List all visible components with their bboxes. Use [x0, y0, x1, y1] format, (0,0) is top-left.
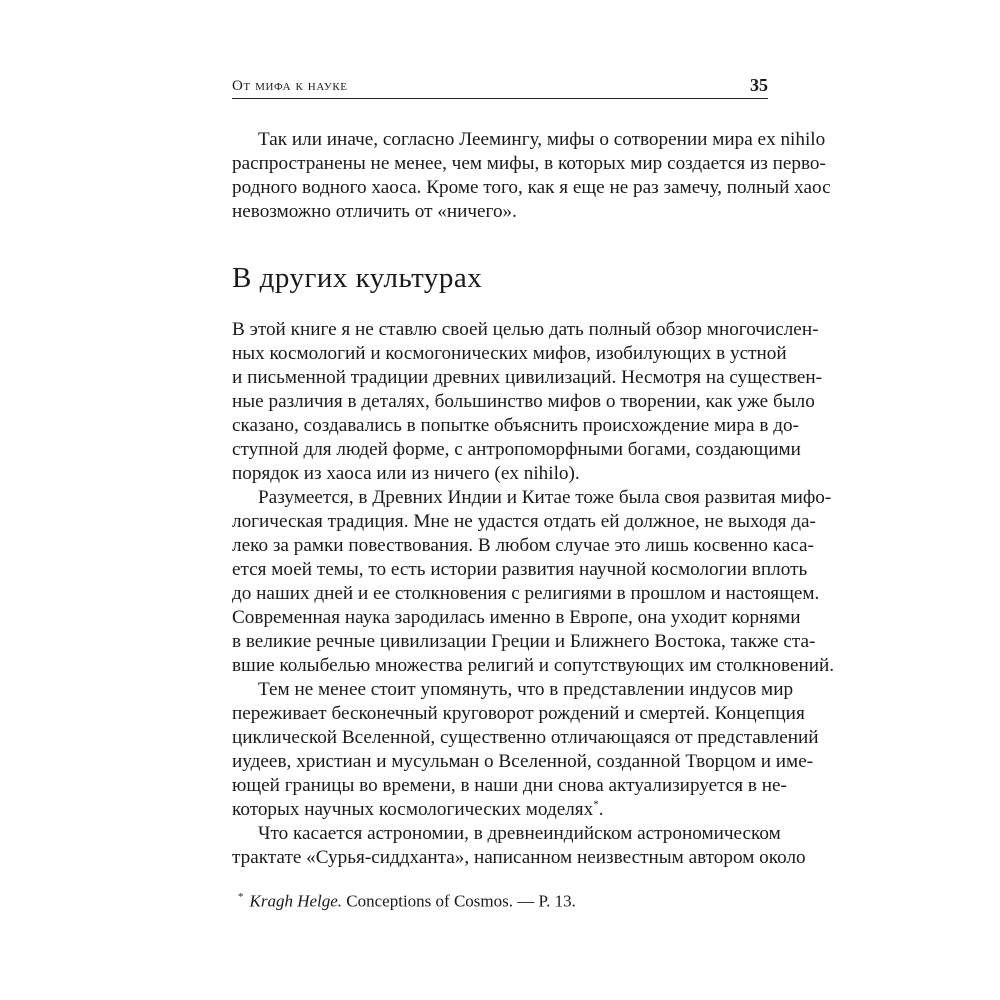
text-line: Так или иначе, согласно Леемингу, мифы о сотворении мира ex nihilo — [258, 129, 826, 150]
footnote-work: Conceptions of Cosmos. — P. 13. — [346, 891, 576, 911]
text-line: логическая традиция. Мне не удастся отдать ей должное, не выходя да- — [232, 511, 816, 532]
text-line: В этой книге я не ставлю своей целью дать полный обзор многочислен- — [232, 319, 819, 340]
text-line: невозможно отличить от «ничего». — [232, 201, 517, 222]
text-line: ступной для людей форме, с антропоморфными богами, создающими — [232, 439, 801, 460]
text-line: трактате «Сурья-сиддханта», написанном неизвестным автором около — [232, 847, 806, 868]
text-line: порядок из хаоса или из ничего (ex nihilo). — [232, 463, 580, 484]
text-line: циклической Вселенной, существенно отличающаяся от представлений — [232, 727, 819, 748]
text-line: переживает бесконечный круговорот рождений и смертей. Концепция — [232, 703, 805, 724]
text-line: до наших дней и ее столкновения с религиями в прошлом и настоящем. — [232, 583, 820, 604]
text-line: ных космологий и космогонических мифов, изобилующих в устной — [232, 343, 787, 364]
text-line: иудеев, христиан и мусульман о Вселенной, созданной Творцом и име- — [232, 751, 814, 772]
section-heading: В других культурах — [232, 262, 483, 294]
text-line: ется моей темы, то есть истории развития научной космологии вплоть — [232, 559, 808, 580]
text-line: Разумеется, в Древних Индии и Китае тоже была своя развитая мифо- — [258, 487, 832, 508]
footnote-mark: * — [238, 891, 244, 903]
text-line: леко за рамки повествования. В любом случае это лишь косвенно каса- — [232, 535, 814, 556]
footnote-author: Kragh Helge. — [249, 891, 343, 911]
text-line: Что касается астрономии, в древнеиндийском астрономическом — [258, 823, 781, 844]
text-line-with-footnote — [232, 798, 768, 822]
text-line: Тем не менее стоит упомянуть, что в представлении индусов мир — [258, 679, 794, 700]
text-line: ные различия в деталях, большинство мифов о творении, как уже было — [232, 391, 815, 412]
footnote-reference[interactable]: * — [593, 798, 599, 811]
text-line-content: которых научных космологических моделях — [232, 799, 594, 820]
text-line: сказано, создавались в попытке объяснить происхождение мира в до- — [232, 415, 799, 436]
text-line: Современная наука зародилась именно в Европе, она уходит корнями — [232, 607, 801, 628]
text-line: ющей границы во времени, в наши дни снова актуализируется в не- — [232, 775, 787, 796]
footnote — [232, 886, 768, 913]
text-line: вшие колыбелью множества религий и сопутствующих им столкновений. — [232, 655, 835, 676]
page-number: 35 — [750, 75, 768, 95]
sentence-end: . — [598, 799, 604, 820]
text-line: распространены не менее, чем мифы, в которых мир создается из перво- — [232, 153, 826, 174]
text-line: в великие речные цивилизации Греции и Ближнего Востока, также ста- — [232, 631, 816, 652]
running-header — [232, 76, 768, 99]
text-line: родного водного хаоса. Кроме того, как я еще не раз замечу, полный хаос — [232, 177, 831, 198]
text-line: и письменной традиции древних цивилизаций. Несмотря на существен- — [232, 367, 823, 388]
running-title: От мифа к науке — [232, 78, 348, 94]
